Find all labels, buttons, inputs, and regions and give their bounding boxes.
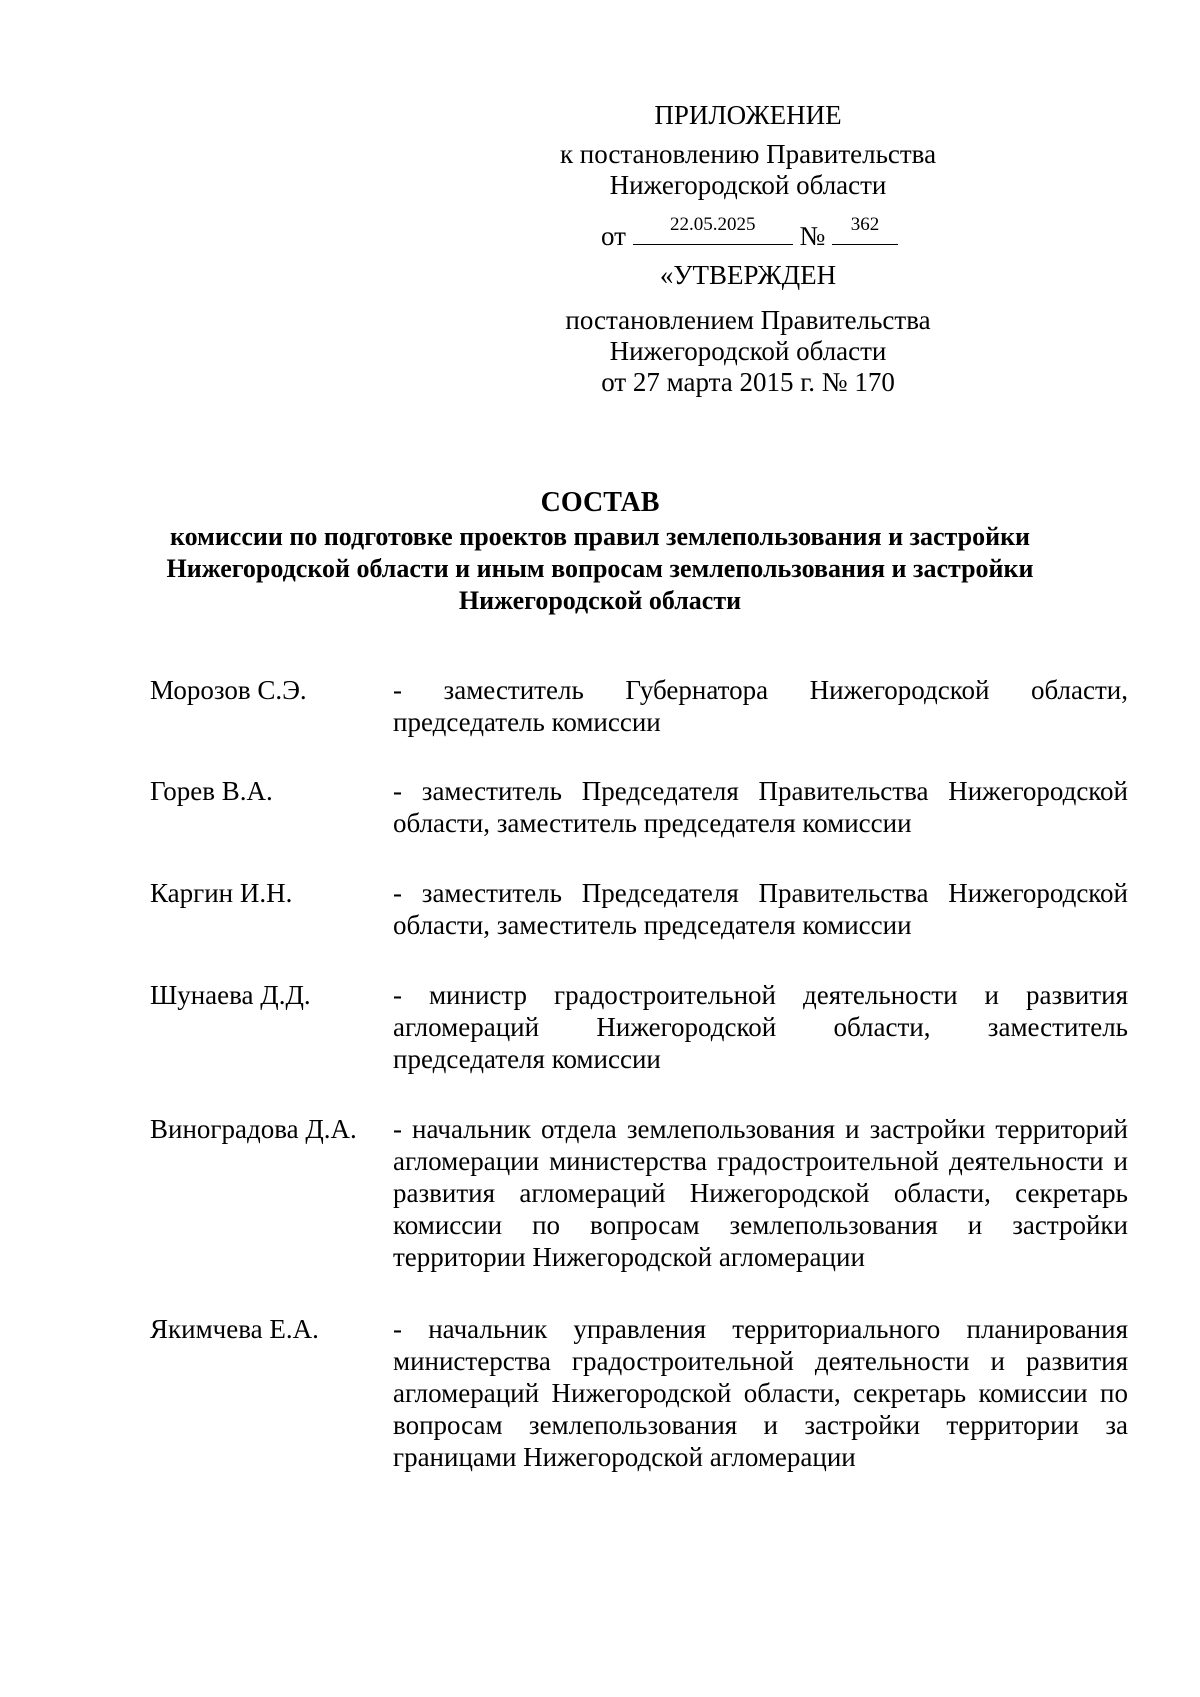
document-subtitle-line-3: Нижегородской области <box>458 586 742 615</box>
date-value: 22.05.2025 <box>669 214 756 235</box>
approved-title: «УТВЕРЖДЕН <box>659 260 837 290</box>
member-role: - начальник отдела землепользования и застройки территорий агломерации министерства градостроительной деятельности и развития агломераций Нижегородской области, секретарь комиссии по вопросам землепользования и застройки территории Нижегородской агломерации <box>393 1114 1128 1272</box>
member-name: Морозов С.Э. <box>150 675 307 705</box>
member-role: - министр градостроительной деятельности и развития агломераций Нижегородской области, заместитель председателя комиссии <box>393 980 1128 1074</box>
number-sign: № <box>799 221 826 251</box>
member-name: Шунаева Д.Д. <box>150 980 311 1010</box>
date-field <box>633 214 793 245</box>
member-name: Якимчева Е.А. <box>150 1314 319 1344</box>
member-name: Каргин И.Н. <box>150 878 293 908</box>
number-value: 362 <box>850 214 880 235</box>
approved-line-1: постановлением Правительства <box>565 305 931 335</box>
approved-line-3: от 27 марта 2015 г. № 170 <box>601 367 895 397</box>
member-name: Виноградова Д.А. <box>150 1114 357 1144</box>
member-role: - заместитель Губернатора Нижегородской области, председатель комиссии <box>393 675 1128 737</box>
appendix-title: ПРИЛОЖЕНИЕ <box>654 100 842 130</box>
member-role: - заместитель Председателя Правительства Нижегородской области, заместитель председателя комиссии <box>393 776 1128 838</box>
date-prefix: от <box>601 221 626 251</box>
document-subtitle-line-2: Нижегородской области и иным вопросам землепользования и застройки <box>166 554 1034 583</box>
approved-line-2: Нижегородской области <box>609 336 887 366</box>
member-name: Горев В.А. <box>150 776 273 806</box>
resolution-date-line <box>601 214 898 252</box>
document-title: СОСТАВ <box>540 487 660 518</box>
document-subtitle-line-1: комиссии по подготовке проектов правил землепользования и застройки <box>169 522 1031 551</box>
number-field <box>832 214 898 245</box>
appendix-line-2: Нижегородской области <box>609 170 887 200</box>
member-role: - заместитель Председателя Правительства Нижегородской области, заместитель председателя комиссии <box>393 878 1128 940</box>
member-role: - начальник управления территориального планирования министерства градостроительной деятельности и развития агломераций Нижегородской области, секретарь комиссии по вопросам землепользования и застройки территории за границами Нижегородской агломерации <box>393 1314 1128 1472</box>
appendix-line-1: к постановлению Правительства <box>559 139 937 169</box>
